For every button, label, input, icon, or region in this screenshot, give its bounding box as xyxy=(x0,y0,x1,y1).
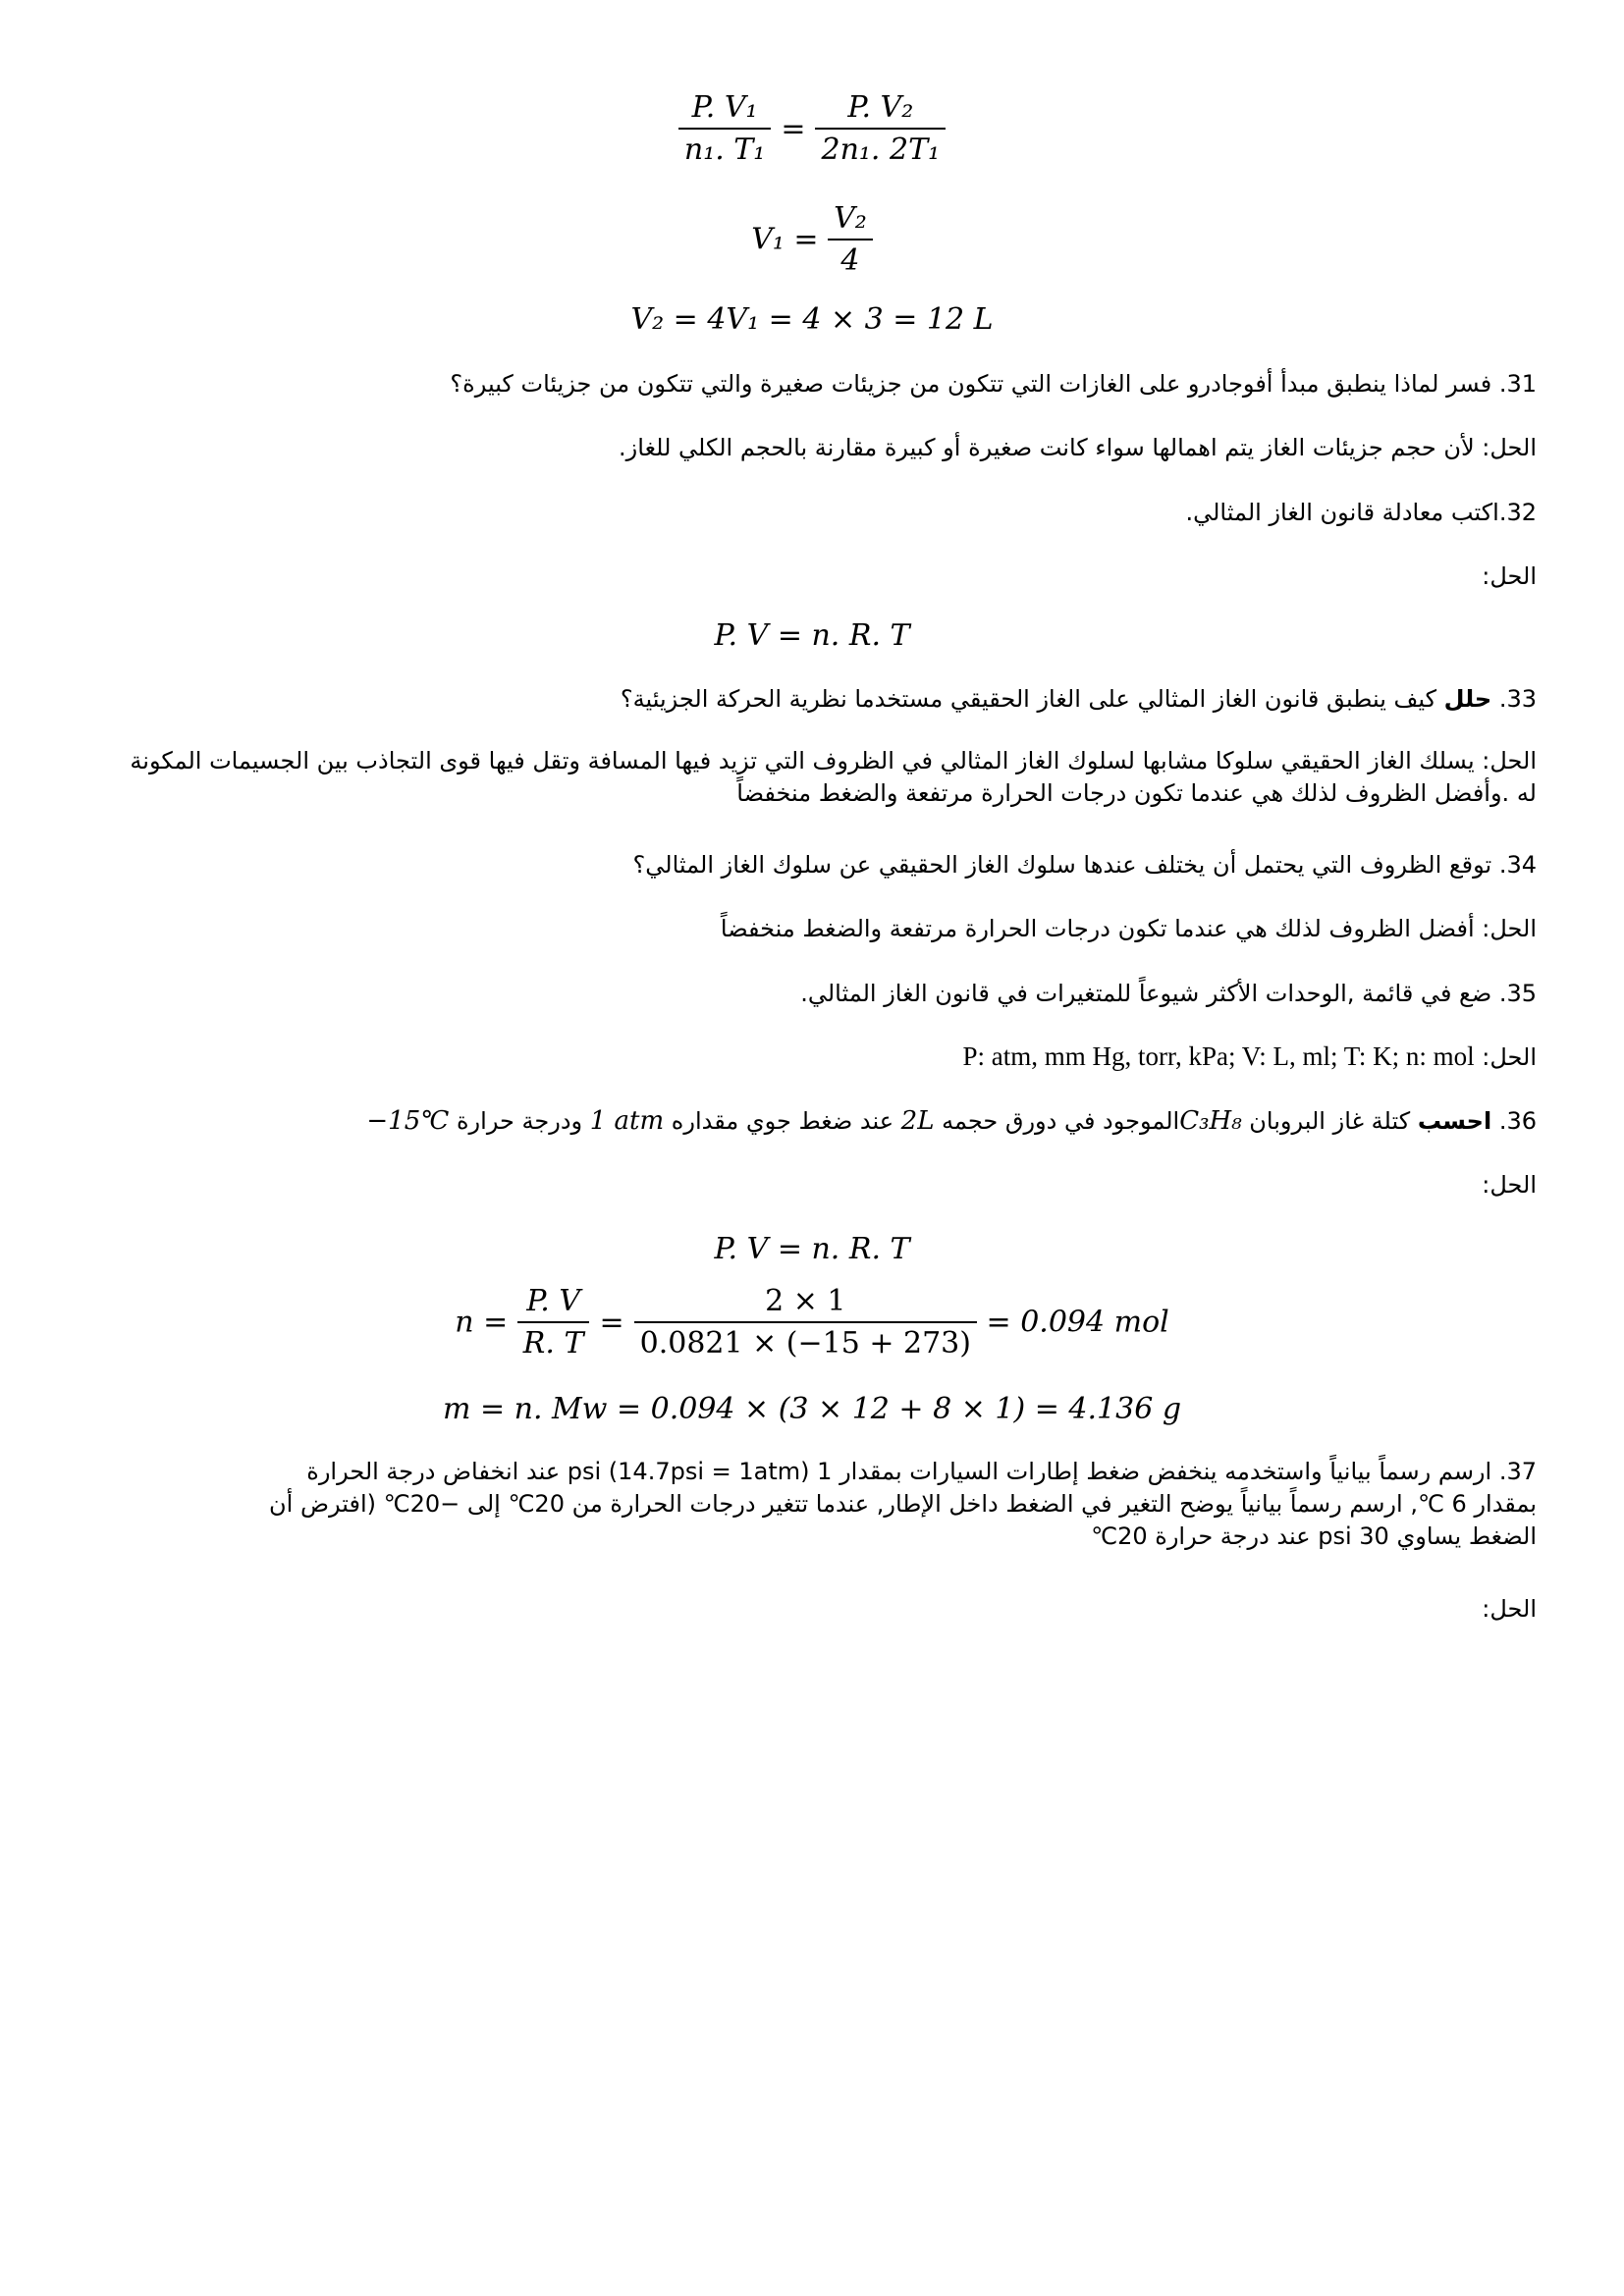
answer-34: الحل: أفضل الظروف لذلك هي عندما تكون درجات الحرارة مرتفعة والضغط منخفضاً xyxy=(720,915,1537,942)
fraction-denominator: R. T xyxy=(517,1321,590,1361)
fraction-numerator: 2 × 1 xyxy=(765,1284,846,1318)
equation-v1 xyxy=(0,201,1624,278)
fraction-numerator: P. V₂ xyxy=(847,90,914,125)
question-36: 36. احسب كتلة غاز البروبان C₃H₈الموجود في دورق حجمه 2L عند ضغط جوي مقداره 1 atm ودرجة حرارة −15℃ xyxy=(366,1106,1537,1136)
equation-combined-gas-law: $\frac{\text{P. V₁}}{\text{n₁. T₁}}$ = $\frac{\text{P. V₂}}{\text{2n₁. 2T₁}}$ xyxy=(0,90,1624,167)
question-text: كيف ينطبق قانون الغاز المثالي على الغاز الحقيقي مستخدما نظرية الحركة الجزيئية؟ xyxy=(620,685,1437,713)
volume-value: 2L xyxy=(900,1106,935,1136)
question-37-line-2: بمقدار 6 ℃, ارسم رسماً بيانياً يوضح التغير في الضغط داخل الإطار, عندما تتغير درجات الحرارة من 20℃ إلى −20℃ (افترض أن xyxy=(269,1490,1537,1518)
equation-lhs: V₁ = xyxy=(751,222,819,257)
equation-36-moles: n = $\frac{P. V}{R. T}$ = $\frac{2 \times 1}{0.0821 \times (-15 + 273)}$ = 0.094 mol xyxy=(455,1284,1169,1361)
fraction-denominator: n₁. T₁ xyxy=(678,128,771,167)
equation-36-ideal: P. V = n. R. T xyxy=(714,1232,910,1266)
fraction-denominator: 4 xyxy=(828,239,873,278)
question-number: 33. xyxy=(1498,685,1537,713)
fraction-pv-over-rt xyxy=(517,1284,590,1361)
fraction-numerator: P. V₁ xyxy=(691,90,758,125)
question-37-line-1: 37. ارسم رسماً بيانياً واستخدمه ينخفض ضغط إطارات السيارات بمقدار 1 psi (14.7psi = 1atm) عند انخفاض درجة الحرارة xyxy=(306,1458,1537,1485)
answer-31: الحل: لأن حجم جزيئات الغاز يتم اهمالها سواء كانت صغيرة أو كبيرة مقارنة بالحجم الكلي للغاز. xyxy=(619,434,1537,461)
question-35: 35. ضع في قائمة ,الوحدات الأكثر شيوعاً للمتغيرات في قانون الغاز المثالي. xyxy=(800,980,1537,1007)
question-31: 31. فسر لماذا ينطبق مبدأ أفوجادرو على الغازات التي تتكون من جزيئات صغيرة والتي تتكون من جزيئات كبيرة؟ xyxy=(450,370,1537,398)
temperature-value: −15℃ xyxy=(366,1106,450,1136)
question-37-line-3: الضغط يساوي 30 psi عند درجة حرارة 20℃ xyxy=(1091,1522,1537,1550)
answer-33: الحل: يسلك الغاز الحقيقي سلوكا مشابها لسلوك الغاز المثالي في الظروف التي تزيد فيها المسافة وتقل فيها قوى التجاذب بين الجسيمات المكونة له .وأفضل الظروف لذلك هي عندما تكون درجات الحرارة مرتفعة والضغط منخفضاً xyxy=(130,747,1537,807)
question-32: 32.اكتب معادلة قانون الغاز المثالي. xyxy=(1185,499,1537,526)
pressure-value: 1 atm xyxy=(589,1106,665,1136)
question-verb: احسب xyxy=(1417,1107,1492,1135)
fraction-values xyxy=(634,1284,977,1361)
equation-result: = 0.094 mol xyxy=(986,1305,1169,1340)
fraction-lhs xyxy=(678,90,771,167)
fraction-numerator: P. V xyxy=(526,1284,581,1318)
answer-37-label: الحل: xyxy=(1482,1595,1537,1623)
answer-label: الحل: xyxy=(1482,1043,1537,1071)
equation-v2: V₂ = 4V₁ = 4 × 3 = 12 L xyxy=(630,302,994,337)
fraction-v2-over-4 xyxy=(828,201,873,278)
question-verb: حلل xyxy=(1443,685,1492,713)
answer-36-label: الحل: xyxy=(1482,1171,1537,1199)
equation-36-mass: m = n. Mw = 0.094 × (3 × 12 + 8 × 1) = 4.136 g xyxy=(442,1392,1182,1426)
chemical-formula: C₃H₈ xyxy=(1179,1106,1242,1136)
question-33 xyxy=(113,680,1537,718)
fraction-rhs xyxy=(815,90,946,167)
answer-35 xyxy=(113,1038,1537,1076)
question-number: 36. xyxy=(1498,1107,1537,1135)
fraction-denominator: 0.0821 × (−15 + 273) xyxy=(634,1321,977,1361)
answer-units: P: atm, mm Hg, torr, kPa; V: L, ml; T: K; n: mol xyxy=(962,1041,1475,1071)
question-37 xyxy=(113,1456,1537,1553)
fraction-denominator: 2n₁. 2T₁ xyxy=(815,128,946,167)
equation-ideal-gas-law: P. V = n. R. T xyxy=(714,618,910,653)
question-34: 34. توقع الظروف التي يحتمل أن يختلف عندها سلوك الغاز الحقيقي عن سلوك الغاز المثالي؟ xyxy=(632,851,1537,879)
fraction-numerator: V₂ xyxy=(834,201,867,236)
answer-32-label: الحل: xyxy=(1482,562,1537,590)
